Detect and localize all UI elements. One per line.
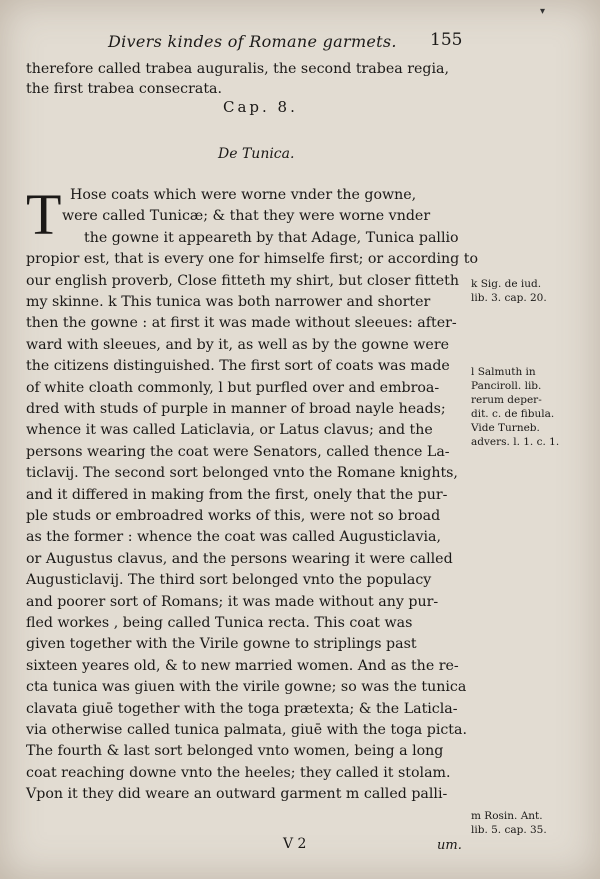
- text-line-top-1: therefore called trabea auguralis, the second trabea regia,: [26, 61, 449, 77]
- body-line: Hose coats which were worne vnder the gowne,: [70, 187, 417, 203]
- chapter-subtitle: De Tunica.: [218, 146, 295, 162]
- side-note: rerum deper-: [471, 394, 542, 406]
- body-line: whence it was called Laticlavia, or Latus clavus; and the: [26, 422, 433, 439]
- body-line: propior est, that is every one for himselfe first; or according to: [26, 251, 478, 268]
- body-line: as the former : whence the coat was called Augusticlavia,: [26, 529, 442, 546]
- page-number: 155: [430, 30, 463, 50]
- body-line: The fourth & last sort belonged vnto women, being a long: [26, 743, 444, 760]
- body-line: sixteen yeares old, & to new married women. And as the re-: [26, 657, 459, 674]
- body-line: ple studs or embroadred works of this, were not so broad: [26, 508, 441, 524]
- side-note: Panciroll. lib.: [471, 380, 542, 392]
- side-note: Vide Turneb.: [471, 422, 540, 434]
- body-line: ward with sleeues, and by it, as well as by the gowne were: [26, 336, 450, 353]
- body-line: clavata giuē together with the toga prætexta; & the Laticla-: [26, 700, 458, 717]
- body-line: fled workes , being called Tunica recta. This coat was: [26, 615, 413, 631]
- chapter-heading: Cap. 8.: [223, 98, 298, 116]
- drop-cap: T: [26, 182, 62, 247]
- page-mark: ▾: [540, 6, 546, 17]
- running-title: Divers kindes of Romane garmets.: [108, 32, 397, 51]
- body-line: given together with the Virile gowne to striplings past: [26, 636, 417, 653]
- body-line: my skinne. k This tunica was both narrower and shorter: [26, 294, 431, 310]
- body-line: the citizens distinguished. The first sort of coats was made: [26, 358, 450, 375]
- body-line: persons wearing the coat were Senators, called thence La-: [26, 443, 450, 460]
- body-line: then the gowne : at first it was made without sleeues: after-: [26, 315, 457, 332]
- side-note: dit. c. de fibula.: [471, 408, 555, 420]
- body-line: of white cloath commonly, l but purfled over and embroa-: [26, 379, 440, 396]
- signature-mark: V 2: [283, 836, 307, 852]
- body-line: our english proverb, Close fitteth my shirt, but closer fitteth: [26, 272, 459, 289]
- text-line-top-2: the first trabea consecrata.: [26, 81, 223, 97]
- body-line: coat reaching downe vnto the heeles; they called it stolam.: [26, 764, 451, 781]
- body-line: and it differed in making from the first, onely that the pur-: [26, 486, 448, 503]
- side-note: lib. 3. cap. 20.: [471, 292, 547, 304]
- body-line: Augusticlavij. The third sort belonged vnto the populacy: [26, 572, 432, 589]
- catchword: um.: [437, 838, 462, 853]
- body-line: dred with studs of purple in manner of broad nayle heads;: [26, 401, 446, 417]
- body-line: ticlavij. The second sort belonged vnto the Romane knights,: [26, 465, 458, 482]
- side-note: k Sig. de iud.: [471, 278, 542, 290]
- side-note: advers. l. 1. c. 1.: [471, 436, 560, 448]
- side-note: lib. 5. cap. 35.: [471, 824, 547, 836]
- body-line: cta tunica was giuen with the virile gowne; so was the tunica: [26, 679, 467, 696]
- body-line: Vpon it they did weare an outward garment m called palli-: [26, 786, 448, 803]
- body-line: were called Tunicæ; & that they were worne vnder: [62, 208, 431, 225]
- side-note: l Salmuth in: [471, 366, 536, 378]
- body-line: via otherwise called tunica palmata, giuē with the toga picta.: [26, 722, 467, 738]
- body-line: the gowne it appeareth by that Adage, Tunica pallio: [84, 229, 459, 246]
- side-note: m Rosin. Ant.: [471, 810, 543, 822]
- body-line: or Augustus clavus, and the persons wearing it were called: [26, 550, 453, 567]
- body-line: and poorer sort of Romans; it was made without any pur-: [26, 593, 439, 610]
